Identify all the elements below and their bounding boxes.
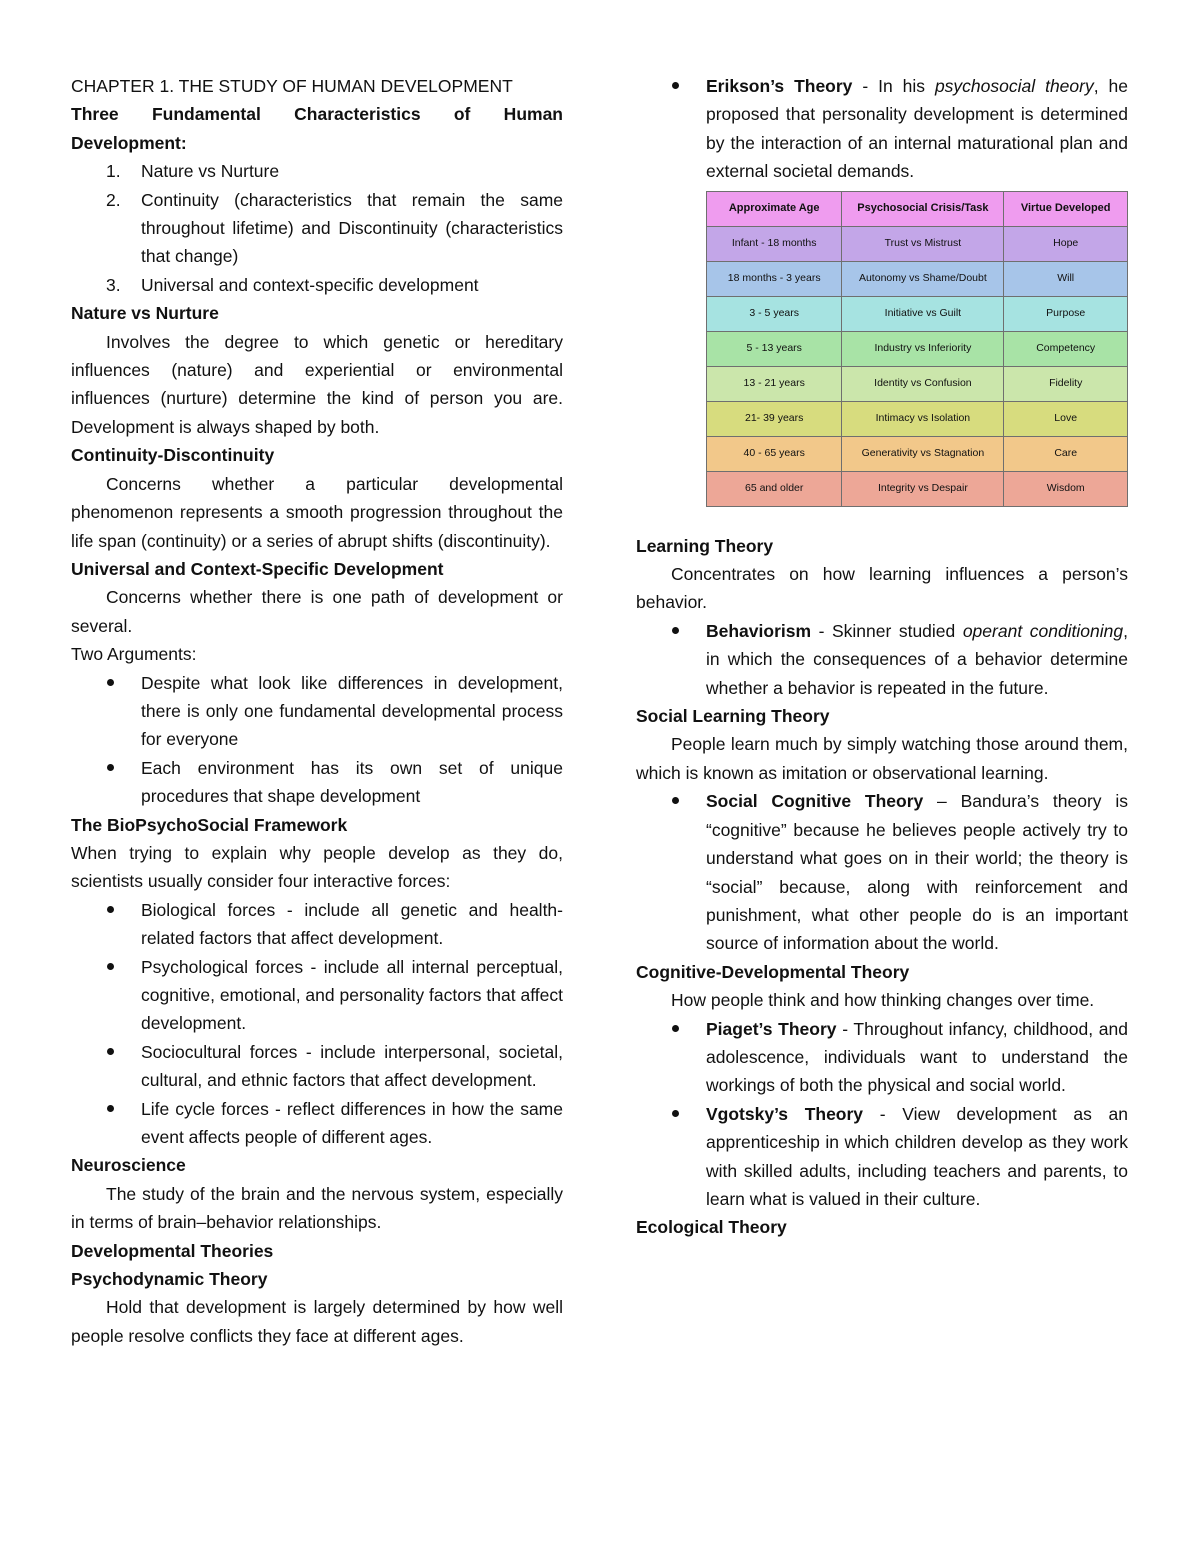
erikson-list bbox=[636, 72, 1128, 186]
behaviorism-text-post: , in which the consequences of a behavior determine whether a behavior is repeated in the future. bbox=[706, 620, 1129, 698]
psychodynamic-text: Hold that development is largely determined by how well people resolve conflicts they face at different ages. bbox=[71, 1297, 563, 1346]
table-cell-crisis: Autonomy vs Shame/Doubt bbox=[842, 261, 1004, 296]
list-item bbox=[71, 1038, 563, 1095]
list-item-text: Sociocultural forces - include interpersonal, societal, cultural, and ethnic factors that affect development. bbox=[141, 1041, 563, 1091]
table-cell-crisis: Generativity vs Stagnation bbox=[842, 436, 1004, 471]
bullet-icon bbox=[107, 1048, 114, 1055]
left-column bbox=[71, 72, 563, 1350]
continuity-heading: Continuity-Discontinuity bbox=[71, 445, 275, 466]
list-item bbox=[636, 617, 1128, 702]
social-learning-heading: Social Learning Theory bbox=[636, 706, 830, 727]
table-header-row bbox=[707, 191, 1128, 226]
table-cell-crisis: Initiative vs Guilt bbox=[842, 296, 1004, 331]
table-cell-virtue: Competency bbox=[1004, 331, 1128, 366]
learning-heading: Learning Theory bbox=[636, 535, 774, 556]
developmental-theories-heading: Developmental Theories bbox=[71, 1240, 274, 1261]
list-item-text: Biological forces - include all genetic and health-related factors that affect development. bbox=[141, 899, 563, 949]
psychodynamic-heading: Psychodynamic Theory bbox=[71, 1269, 268, 1290]
ecological-heading: Ecological Theory bbox=[636, 1217, 787, 1238]
vygotsky-label: Vgotsky’s Theory bbox=[706, 1103, 864, 1124]
table-cell-virtue: Fidelity bbox=[1004, 366, 1128, 401]
table-cell-crisis: Industry vs Inferiority bbox=[842, 331, 1004, 366]
cognitive-heading: Cognitive-Developmental Theory bbox=[636, 961, 910, 982]
list-item-text: Life cycle forces - reflect differences in how the same event affects people of different ages. bbox=[141, 1098, 563, 1148]
behaviorism-label: Behaviorism bbox=[706, 620, 812, 641]
list-number: 2. bbox=[106, 189, 121, 210]
characteristics-list bbox=[71, 157, 563, 299]
list-item bbox=[636, 72, 1128, 186]
bullet-icon bbox=[107, 679, 114, 686]
neuroscience-heading: Neuroscience bbox=[71, 1155, 186, 1176]
table-header-cell: Psychosocial Crisis/Task bbox=[842, 191, 1004, 226]
social-cognitive-list bbox=[636, 787, 1128, 957]
behaviorism-italic: operant conditioning bbox=[962, 620, 1124, 641]
bullet-icon bbox=[107, 1105, 114, 1112]
table-header-cell: Approximate Age bbox=[707, 191, 842, 226]
vygotsky-text: - View development as an apprenticeship in which children develop as they work with skilled adults, including teachers and parents, to learn what is valued in their culture. bbox=[706, 1103, 1128, 1209]
nature-text: Involves the degree to which genetic or hereditary influences (nature) and experiential or environmental influences (nurture) determine the kind of person you are. Development is always shaped by both. bbox=[71, 331, 563, 437]
chapter-title: CHAPTER 1. THE STUDY OF HUMAN DEVELOPMENT bbox=[71, 76, 513, 96]
table-row bbox=[707, 471, 1128, 506]
bullet-icon bbox=[107, 764, 114, 771]
arguments-label: Two Arguments: bbox=[71, 644, 197, 665]
list-number: 1. bbox=[106, 161, 121, 182]
behaviorism-text-pre: - Skinner studied bbox=[811, 620, 963, 641]
table-cell-age: 18 months - 3 years bbox=[707, 261, 842, 296]
universal-heading: Universal and Context-Specific Development bbox=[71, 558, 444, 579]
social-cognitive-label: Social Cognitive Theory bbox=[706, 791, 924, 812]
table-cell-virtue: Hope bbox=[1004, 226, 1128, 261]
bullet-icon bbox=[672, 82, 679, 89]
list-item-text: Psychological forces - include all internal perceptual, cognitive, emotional, and personality factors that affect development. bbox=[141, 956, 563, 1034]
table-cell-age: 5 - 13 years bbox=[707, 331, 842, 366]
bullet-icon bbox=[672, 1110, 679, 1117]
table-header-cell: Virtue Developed bbox=[1004, 191, 1128, 226]
table-cell-virtue: Wisdom bbox=[1004, 471, 1128, 506]
table-row bbox=[707, 331, 1128, 366]
table-cell-age: 13 - 21 years bbox=[707, 366, 842, 401]
erikson-text-pre: - In his bbox=[852, 76, 935, 96]
table-row bbox=[707, 261, 1128, 296]
piaget-text: - Throughout infancy, childhood, and adolescence, individuals want to understand the workings of both the physical and social world. bbox=[706, 1018, 1129, 1096]
list-item bbox=[71, 186, 563, 271]
biopsycho-heading: The BioPsychoSocial Framework bbox=[71, 814, 348, 835]
right-column bbox=[636, 72, 1128, 1242]
table-cell-virtue: Will bbox=[1004, 261, 1128, 296]
learning-text: Concentrates on how learning influences a person’s behavior. bbox=[636, 564, 1128, 613]
list-number: 3. bbox=[106, 274, 121, 295]
erikson-label: Erikson’s Theory bbox=[706, 76, 853, 96]
bullet-icon bbox=[672, 627, 679, 634]
cognitive-theories-list bbox=[636, 1015, 1128, 1214]
biopsycho-text: When trying to explain why people develop as they do, scientists usually consider four interactive forces: bbox=[71, 842, 563, 892]
table-cell-age: Infant - 18 months bbox=[707, 226, 842, 261]
table-row bbox=[707, 366, 1128, 401]
erikson-italic: psychosocial theory bbox=[934, 76, 1094, 96]
bullet-icon bbox=[672, 1025, 679, 1032]
forces-list bbox=[71, 896, 563, 1152]
neuroscience-text: The study of the brain and the nervous system, especially in terms of brain–behavior relationships. bbox=[71, 1183, 563, 1233]
characteristics-heading: Three Fundamental Characteristics of Human Development: bbox=[71, 104, 563, 153]
table-cell-crisis: Trust vs Mistrust bbox=[842, 226, 1004, 261]
list-item-text: Universal and context-specific development bbox=[141, 274, 479, 295]
list-item-text: Each environment has its own set of unique procedures that shape development bbox=[141, 757, 563, 807]
table-cell-age: 21- 39 years bbox=[707, 401, 842, 436]
list-item bbox=[71, 669, 563, 754]
table-cell-crisis: Integrity vs Despair bbox=[842, 471, 1004, 506]
table-cell-virtue: Love bbox=[1004, 401, 1128, 436]
table-row bbox=[707, 436, 1128, 471]
social-cognitive-text: – Bandura’s theory is “cognitive” because he believes people actively try to understand what goes on in their world; the theory is “social” because, along with reinforcement and punishment, what other people do is an important source of information about the world. bbox=[706, 791, 1128, 954]
table-cell-crisis: Intimacy vs Isolation bbox=[842, 401, 1004, 436]
table-cell-age: 3 - 5 years bbox=[707, 296, 842, 331]
bullet-icon bbox=[107, 963, 114, 970]
list-item-text: Nature vs Nurture bbox=[141, 161, 280, 182]
psychosocial-stages-table bbox=[706, 191, 1128, 507]
list-item bbox=[636, 787, 1128, 957]
list-item bbox=[71, 953, 563, 1038]
list-item bbox=[71, 896, 563, 953]
nature-heading: Nature vs Nurture bbox=[71, 303, 219, 324]
table-cell-virtue: Care bbox=[1004, 436, 1128, 471]
behaviorism-list bbox=[636, 617, 1128, 702]
list-item-text: Despite what look like differences in development, there is only one fundamental developmental process for everyone bbox=[141, 672, 563, 750]
list-item bbox=[71, 754, 563, 811]
erikson-text-post: , he proposed that personality development is determined by the interaction of an internal maturational plan and external societal demands. bbox=[706, 76, 1128, 182]
bullet-icon bbox=[672, 797, 679, 804]
list-item bbox=[71, 271, 563, 299]
table-cell-virtue: Purpose bbox=[1004, 296, 1128, 331]
list-item bbox=[71, 1095, 563, 1152]
universal-text: Concerns whether there is one path of development or several. bbox=[71, 587, 563, 636]
list-item-text: Continuity (characteristics that remain the same throughout lifetime) and Discontinuity (characteristics that change) bbox=[141, 189, 563, 267]
list-item bbox=[71, 157, 563, 185]
piaget-label: Piaget’s Theory bbox=[706, 1018, 837, 1039]
continuity-text: Concerns whether a particular developmental phenomenon represents a smooth progression throughout the life span (continuity) or a series of abrupt shifts (discontinuity). bbox=[71, 473, 563, 551]
list-item bbox=[636, 1015, 1128, 1100]
social-learning-text: People learn much by simply watching those around them, which is known as imitation or observational learning. bbox=[636, 734, 1128, 783]
arguments-list bbox=[71, 669, 563, 811]
table-cell-crisis: Identity vs Confusion bbox=[842, 366, 1004, 401]
table-row bbox=[707, 401, 1128, 436]
table-cell-age: 65 and older bbox=[707, 471, 842, 506]
cognitive-text: How people think and how thinking changes over time. bbox=[671, 990, 1095, 1011]
list-item bbox=[636, 1100, 1128, 1214]
table-cell-age: 40 - 65 years bbox=[707, 436, 842, 471]
table-row bbox=[707, 226, 1128, 261]
table-row bbox=[707, 296, 1128, 331]
bullet-icon bbox=[107, 906, 114, 913]
